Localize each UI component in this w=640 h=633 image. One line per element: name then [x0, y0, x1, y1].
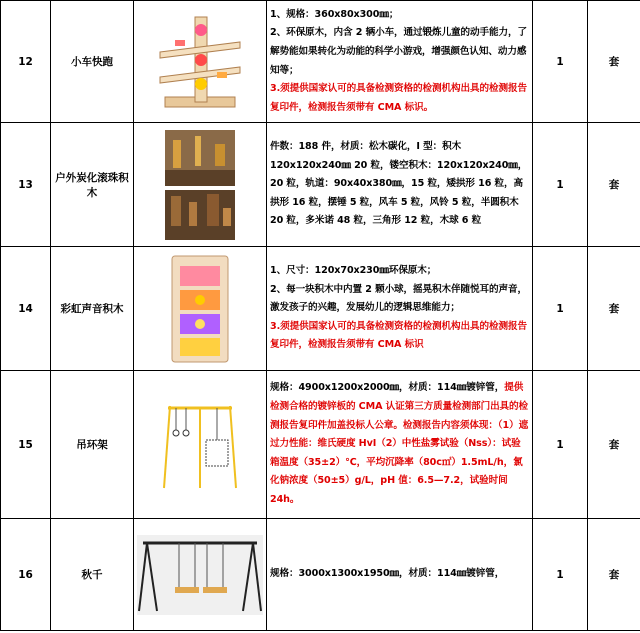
quantity: 1 [533, 371, 588, 519]
row-number: 12 [1, 1, 51, 123]
quantity: 1 [533, 247, 588, 371]
row-number: 14 [1, 247, 51, 371]
table-row [1, 519, 640, 631]
table-row [1, 1, 640, 123]
spec-cell [267, 1, 533, 123]
table-row [1, 123, 640, 247]
product-name: 户外炭化滚珠积木 [51, 123, 134, 247]
rainbow-sound-blocks-image [134, 247, 267, 371]
row-number: 15 [1, 371, 51, 519]
spec-cell [267, 371, 533, 519]
ring-frame-image [134, 371, 267, 519]
unit: 套 [588, 247, 640, 371]
spec-line: 件数：188 件，材质：松木碳化，I 型：积木 120x120x240㎜ 20 粒，镂空积木：120x120x240㎜，20 粒，轨道：90x40x380㎜，15 粒，矮拱形 16 粒，高拱形 16 粒，摆锤 5 粒，风车 5 粒，风铃 5 粒，半圆积木 20 粒，多米诺 48 粒，三角形 12 粒，木球 6 粒 [270, 141, 528, 227]
quantity: 1 [533, 1, 588, 123]
product-name: 彩虹声音积木 [51, 247, 134, 371]
spec-line: 规格：3000x1300x1950㎜，材质：114㎜镀锌管， [270, 568, 505, 580]
spec-cell [267, 519, 533, 631]
unit: 套 [588, 1, 640, 123]
row-number: 13 [1, 123, 51, 247]
spec-requirement: 提供检测合格的镀锌板的 CMA 认证第三方质量检测部门出具的检测报告复印件加盖投标人公章。检测报告内容须体现：（1）遮过力性能：维氏硬度 HvI（2）中性盐雾试验（Nss）：试验箱温度（35±2）℃，平均沉降率（80c㎡）1.5mL/h，氯化钠浓度（50±5）g/L，pH 值：6.5—7.2，试验时间 24h。 [270, 382, 529, 505]
product-name: 吊环架 [51, 371, 134, 519]
product-name: 小车快跑 [51, 1, 134, 123]
spec-requirement: 3.须提供国家认可的具备检测资格的检测机构出具的检测报告复印件，检测报告须带有 CMA 标识 [270, 320, 527, 351]
outdoor-blocks-image [134, 123, 267, 247]
row-number: 16 [1, 519, 51, 631]
spec-line: 规格：4900x1200x2000㎜，材质：114㎜镀锌管， [270, 382, 505, 394]
table-row [1, 247, 640, 371]
unit: 套 [588, 519, 640, 631]
product-name: 秋千 [51, 519, 134, 631]
unit: 套 [588, 123, 640, 247]
unit: 套 [588, 371, 640, 519]
spec-line: 2、环保原木，内含 2 辆小车，通过锻炼儿童的动手能力，了解势能如果转化为动能的科学小游戏，增强颜色认知、动力感知等； [270, 27, 527, 76]
spec-cell [267, 123, 533, 247]
toy-car-ramp-image [134, 1, 267, 123]
spec-line: 1、规格：360x80x300㎜； [270, 8, 399, 20]
swing-image [134, 519, 267, 631]
quantity: 1 [533, 123, 588, 247]
spec-line: 1、尺寸：120x70x230㎜环保原木； [270, 265, 437, 277]
quantity: 1 [533, 519, 588, 631]
spec-line: 2、每一块积木中内置 2 颗小球，摇晃积木伴随悦耳的声音，激发孩子的兴趣，发展幼儿的逻辑思维能力； [270, 283, 527, 314]
spec-requirement: 3.须提供国家认可的具备检测资格的检测机构出具的检测报告复印件，检测报告须带有 CMA 标识。 [270, 83, 527, 113]
table-row [1, 371, 640, 519]
spec-cell [267, 247, 533, 371]
